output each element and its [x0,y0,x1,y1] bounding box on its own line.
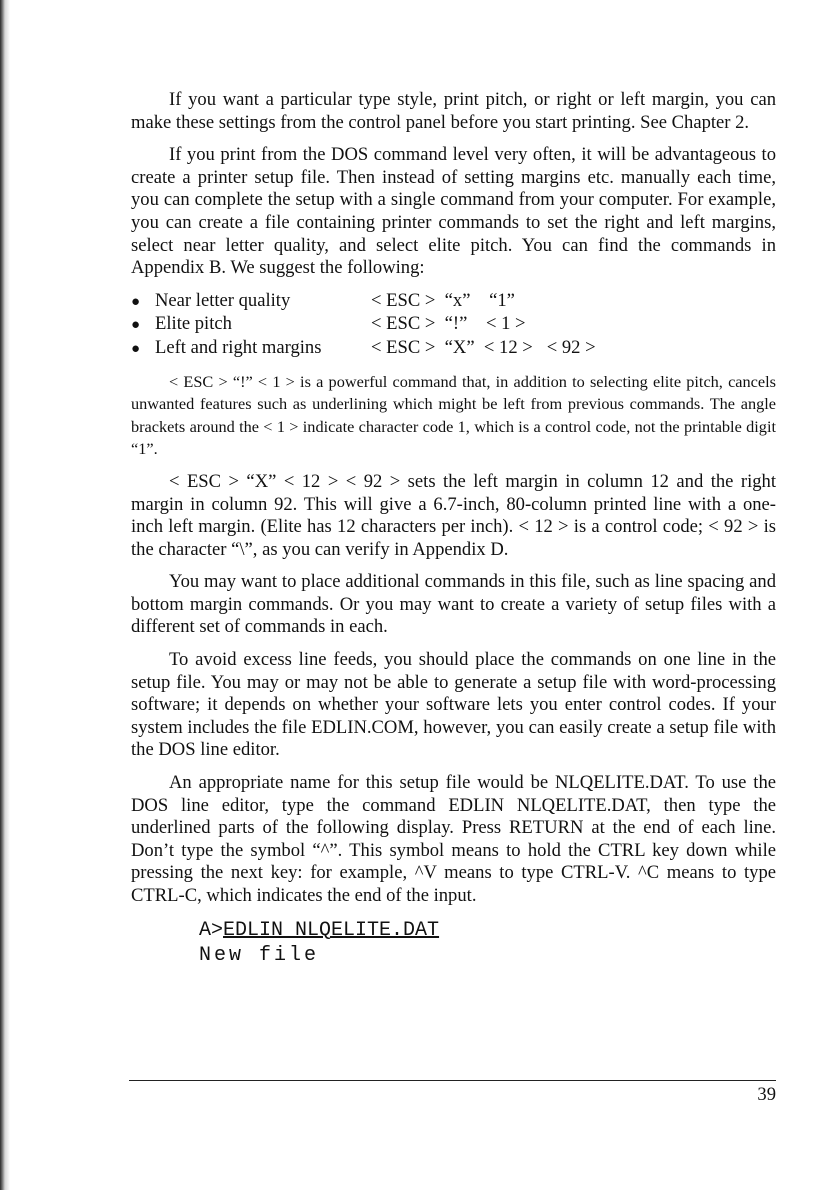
code-block [199,918,776,968]
paragraph-edlin-instructions: An appropriate name for this setup file would be NLQELITE.DAT. To use the DOS line editor, type the command EDLIN NLQELITE.DAT, then type the underlined parts of the following display. Press RETURN at the end of each line. Don’t type the symbol “^”. This symbol means to hold the CTRL key down while pressing the next key: for example, ^V means to type CTRL-V. ^C means to type CTRL-C, which indicates the end of the input. [131,772,776,906]
list-item-label: Left and right margins [155,336,322,358]
code-prompt: A> [199,918,224,942]
code-command: EDLIN NLQELITE.DAT [223,918,440,942]
footer-rule [129,1080,776,1081]
paragraph-esc-x: < ESC > “X” < 12 > < 92 > sets the left margin in column 12 and the right margin in column 92. This will give a 6.7-inch, 80-column printed line with a one-inch left margin. (Elite has 12 characters per inch). < 12 > is a control code; < 92 > is the character “\”, as you can verify in Appendix D. [131,470,776,560]
list-item [131,290,776,314]
paragraph-line-feeds: To avoid excess line feeds, you should place the commands on one line in the setup file. You may or may not be able to generate a setup file with word-processing software; it depends on whether your software lets you enter control codes. If your system includes the file EDLIN.COM, however, you can easily create a setup file with the DOS line editor. [131,649,776,761]
bullet-icon: ● [131,317,141,334]
code-line-response: New file [199,943,320,967]
list-item [131,313,776,337]
bullet-icon: ● [131,293,141,310]
paragraph-additional-commands: You may want to place additional commands in this file, such as line spacing and bottom margin commands. Or you may want to create a variety of setup files with a different set of commands in each. [131,571,776,638]
command-list [131,290,776,361]
list-item-label: Near letter quality [155,289,291,311]
paragraph-esc-exclaim: < ESC > “!” < 1 > is a powerful command that, in addition to selecting elite pitch, cancels unwanted features such as underlining which might be left from previous commands. The angle brackets around the < 1 > indicate character code 1, which is a control code, not the printable digit “1”. [131,371,776,459]
list-item-code: < ESC > “X” < 12 > < 92 > [371,336,596,358]
document-page [131,89,776,968]
list-item-code: < ESC > “!” < 1 > [371,313,526,335]
paragraph-control-panel: If you want a particular type style, print pitch, or right or left margin, you can make these settings from the control panel before you start printing. See Chapter 2. [131,89,776,133]
code-line-command [199,918,776,943]
page-number: 39 [757,1084,776,1105]
list-item [131,337,776,361]
scan-binding-edge [0,0,10,1190]
list-item-code: < ESC > “x” “1” [371,289,515,311]
paragraph-setup-file: If you print from the DOS command level very often, it will be advantageous to create a printer setup file. Then instead of setting margins etc. manually each time, you can complete the setup with a single command from your computer. For example, you can create a file containing printer commands to set the right and left margins, select near letter quality, and select elite pitch. You can find the commands in Appendix B. We suggest the following: [131,144,776,279]
bullet-icon: ● [131,340,141,357]
list-item-label: Elite pitch [155,313,232,335]
